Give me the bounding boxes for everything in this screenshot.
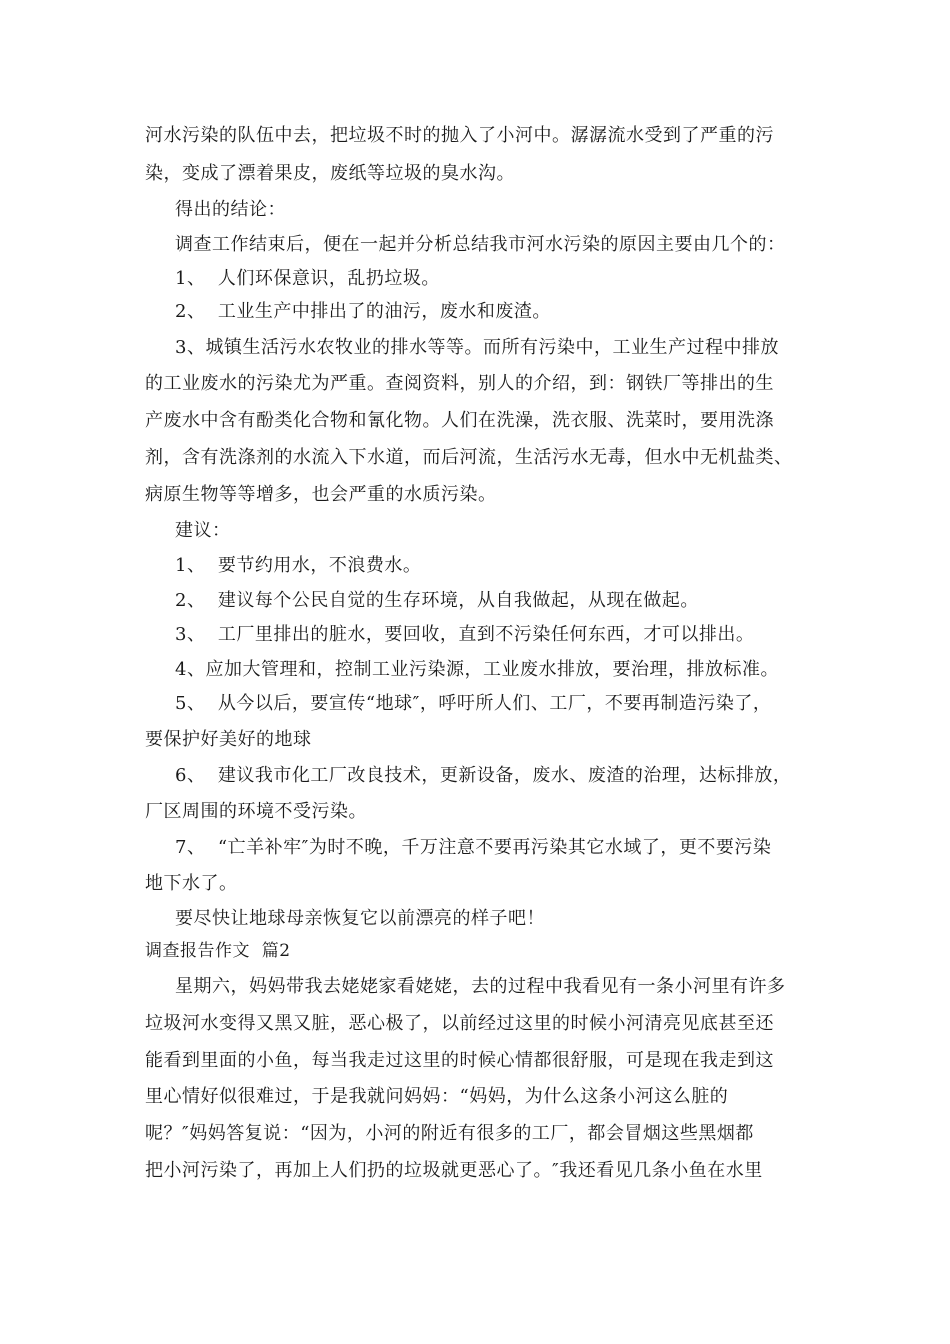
text-line: 调查工作结束后，便在一起并分析总结我市河水污染的原因主要由几个的：: [175, 234, 786, 255]
text-line: 把小河污染了，再加上人们扔的垃圾就更恶心了。″我还看见几条小鱼在水里: [145, 1160, 763, 1181]
list-item: 3、城镇生活污水农牧业的排水等等。而所有污染中，工业生产过程中排放: [175, 337, 779, 358]
list-item: 6、 建议我市化工厂改良技术，更新设备，废水、废渣的治理，达标排放，: [175, 765, 792, 786]
list-item: 2、 工业生产中排出了的油污，废水和废渣。: [175, 301, 551, 322]
text-line: 里心情好似很难过，于是我就问妈妈：“妈妈，为什么这条小河这么脏的: [145, 1086, 729, 1107]
text-line: 厂区周围的环境不受污染。: [145, 801, 367, 822]
section-label: 得出的结论：: [175, 199, 286, 220]
text-line: 剂，含有洗涤剂的水流入下水道，而后河流，生活污水无毒，但水中无机盐类、: [145, 447, 793, 468]
list-item: 2、 建议每个公民自觉的生存环境，从自我做起，从现在做起。: [175, 590, 699, 611]
section-label: 建议：: [175, 520, 231, 541]
text-line: 垃圾河水变得又黑又脏，恶心极了，以前经过这里的时候小河清亮见底甚至还: [145, 1013, 774, 1034]
list-item: 3、 工厂里排出的脏水，要回收，直到不污染任何东西，才可以排出。: [175, 624, 755, 645]
list-item: 5、 从今以后，要宣传“地球″，呼吁所人们、工厂，不要再制造污染了，: [175, 693, 772, 714]
list-item: 1、 人们环保意识，乱扔垃圾。: [175, 268, 440, 289]
text-line: 的工业废水的污染尤为严重。查阅资料，别人的介绍，到：钢铁厂等排出的生: [145, 373, 774, 394]
text-line: 呢？″妈妈答复说：“因为，小河的附近有很多的工厂，都会冒烟这些黑烟都: [145, 1123, 754, 1144]
text-line: 要尽快让地球母亲恢复它以前漂亮的样子吧！: [175, 908, 545, 929]
text-line: 染，变成了漂着果皮，废纸等垃圾的臭水沟。: [145, 163, 515, 184]
text-line: 产废水中含有酚类化合物和氰化物。人们在洗澡，洗衣服、洗菜时，要用洗涤: [145, 410, 774, 431]
text-line: 能看到里面的小鱼，每当我走过这里的时候心情都很舒服，可是现在我走到这: [145, 1050, 774, 1071]
text-line: 病原生物等等增多，也会严重的水质污染。: [145, 484, 497, 505]
list-item: 7、 “亡羊补牢″为时不晚，千万注意不要再污染其它水域了，更不要污染: [175, 837, 772, 858]
list-item: 4、应加大管理和，控制工业污染源，工业废水排放，要治理，排放标准。: [175, 659, 779, 680]
text-line: 地下水了。: [145, 873, 238, 894]
text-line: 要保护好美好的地球: [145, 729, 312, 750]
text-line: 星期六，妈妈带我去姥姥家看姥姥，去的过程中我看见有一条小河里有许多: [175, 976, 786, 997]
section-title: 调查报告作文 篇2: [145, 941, 291, 961]
list-item: 1、 要节约用水，不浪费水。: [175, 555, 422, 576]
text-line: 河水污染的队伍中去，把垃圾不时的抛入了小河中。潺潺流水受到了严重的污: [145, 125, 774, 146]
